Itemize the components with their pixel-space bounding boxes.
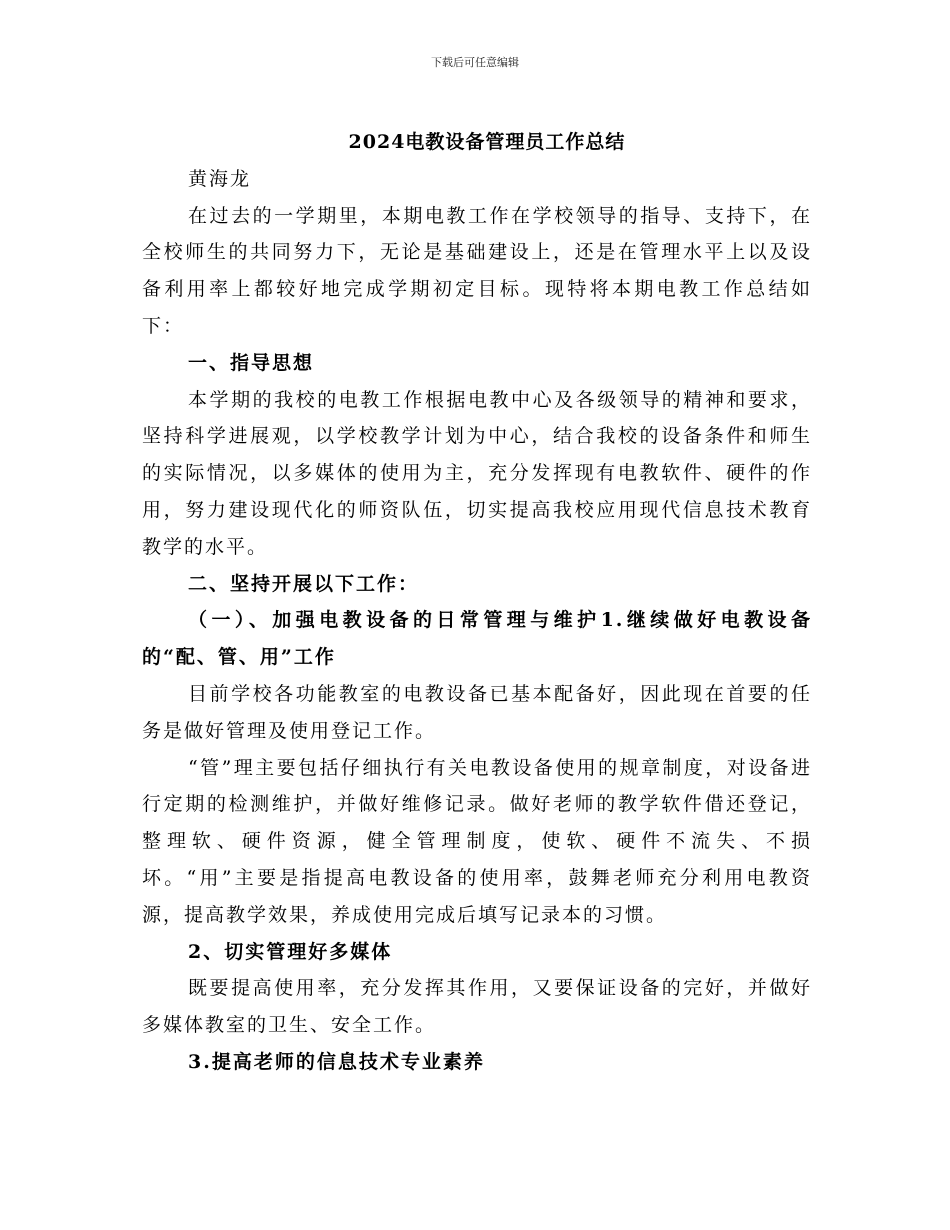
subsection-heading-multimedia: 2、切实管理好多媒体: [188, 940, 393, 963]
document-body: [142, 124, 812, 1081]
document-author: 黄海龙: [188, 167, 252, 190]
section-heading-work-items: 二、坚持开展以下工作：: [188, 572, 420, 595]
paragraph-intro: 在过去的一学期里，本期电教工作在学校领导的指导、支持下，在全校师生的共同努力下，无论是基础建设上，还是在管理水平上以及设备利用率上都较好地完成学期初定目标。现特将本期电教工作总结如下：: [142, 204, 812, 337]
paragraph-guiding-thought: 本学期的我校的电教工作根据电教中心及各级领导的精神和要求，坚持科学进展观，以学校教学计划为中心，结合我校的设备条件和师生的实际情况，以多媒体的使用为主，充分发挥现有电教软件、硬件的作用，努力建设现代化的师资队伍，切实提高我校应用现代信息技术教育教学的水平。: [142, 388, 812, 558]
document-title: 2024电教设备管理员工作总结: [348, 131, 626, 153]
paragraph-equipment-status: 目前学校各功能教室的电教设备已基本配备好，因此现在首要的任务是做好管理及使用登记工作。: [142, 682, 812, 742]
paragraph-manage-use: “管”理主要包括仔细执行有关电教设备使用的规章制度，对设备进行定期的检测维护，并做好维修记录。做好老师的教学软件借还登记，整理软、硬件资源，健全管理制度，使软、硬件不流失、不损坏。“用”主要是指提高电教设备的使用率，鼓舞老师充分利用电教资源，提高教学效果，养成使用完成后填写记录本的习惯。: [142, 756, 812, 926]
paragraph-multimedia: 既要提高使用率，充分发挥其作用，又要保证设备的完好，并做好多媒体教室的卫生、安全工作。: [142, 977, 812, 1037]
section-heading-guiding-thought: 一、指导思想: [188, 351, 315, 374]
subsection-heading-teacher-skills: 3.提高老师的信息技术专业素养: [188, 1050, 485, 1073]
page-header-note: 下载后可任意编辑: [431, 56, 519, 69]
subsection-heading-equipment-management: （一）、加强电教设备的日常管理与维护1.继续做好电教设备的“配、管、用”工作: [142, 609, 812, 669]
